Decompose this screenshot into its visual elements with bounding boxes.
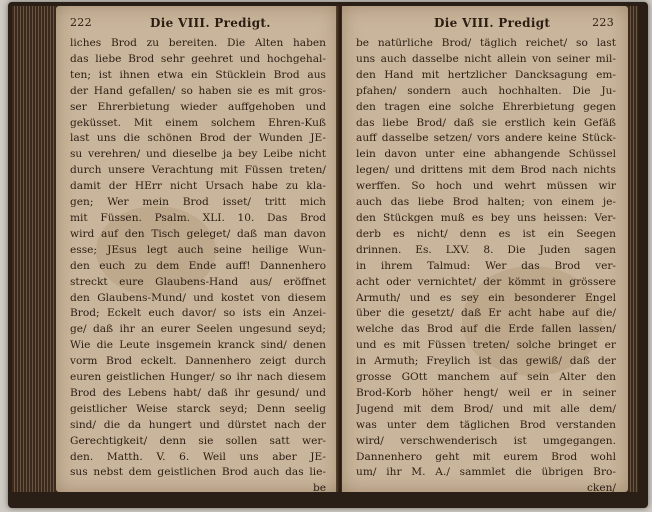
text-line: ten; ist ihnen etwa ein Stücklein Brod aus [70,68,326,81]
text-line: derb es nicht/ denn es ist ein Seegen [356,227,616,240]
page-number: 222 [70,16,92,29]
right-page [342,6,628,492]
text-line: durch unsere Verachtung mit Füssen treten/ [70,164,326,177]
text-line: welche das Brod auf die Erde fallen lassen/ [356,323,616,336]
text-line: sind/ die da hungert und dürstet nach der [70,418,326,431]
text-line: den tragen eine solche Ehrerbietung gegen [356,100,616,113]
text-line: auff dasselbe setzen/ vors andere keine Stück- [356,132,616,145]
text-line: geistlicher Weise starck seyd; Denn seelig [70,402,326,415]
text-line: last uns die schönen Brod der Wunden JE- [70,132,326,145]
text-line: lein davon unter eine abhangende Schüssel [356,148,616,161]
text-line: Brod-Korb höher hengt/ weil er in seiner [356,386,616,399]
right-page-header [356,16,614,34]
text-line: cken/ [586,482,616,492]
text-line: Jugend mit dem Brod/ und mit alle dem/ [356,402,616,415]
text-line: in Armuth; Freylich ist das gewiß/ daß der [356,355,616,368]
text-line: legen/ und drittens mit dem Brod nach nichts [356,164,616,177]
text-line: über die gesetzt/ daß Er acht habe auf die/ [356,307,616,320]
left-page [56,6,338,492]
page-number: 223 [592,16,614,29]
text-line: um/ ihr M. A./ sammlet die übrigen Bro- [356,466,616,479]
text-line: sus nebst dem geistlichen Brod auch das lie- [70,466,326,479]
text-line: den Hand mit hertzlicher Dancksagung em- [356,68,616,81]
page-edges-left [12,6,56,492]
text-line: Armuth/ und es sey ein besonderer Engel [356,291,616,304]
text-line: wird/ verschwenderisch ist umgegangen. [356,434,616,447]
text-line: damit der HErr nicht Ursach habe zu kla- [70,180,326,193]
text-line: das liebe Brod sehr geehret und hochgehal- [70,52,326,65]
text-line: vorm Brod eckelt. Dannenhero zeigt durch [70,355,326,368]
text-line: uns auch dasselbe nicht allein von seiner mil- [356,52,616,65]
running-title: Die VIII. Predigt. [150,16,271,30]
text-line: werffen. So hoch und wehrt müssen wir [356,180,616,193]
text-line: und es mit Füssen treten/ solche bringet er [356,339,616,352]
text-line: den Glaubens-Mund/ und kostet von diesem [70,291,326,304]
text-line: Brod des Lebens habt/ daß ihr gesund/ und [70,386,326,399]
text-line: drinnen. Es. LXV. 8. Die Juden sagen [356,243,616,256]
text-line: ser Ehrerbietung wieder auffgehoben und [70,100,326,113]
text-line: der Hand gefallen/ so haben sie es mit gros- [70,84,326,97]
right-page-text [356,36,616,492]
text-line: was unter dem täglichen Brod verstanden [356,418,616,431]
text-line: den. Matth. V. 6. Weil uns aber JE- [70,450,326,463]
text-line: Wie die Leute insgemein kranck sind/ denen [70,339,326,352]
left-page-header [70,16,324,34]
text-line: geküsset. Mit einem solchem Ehren-Kuß [70,116,326,129]
text-line: grosse GOtt manchem auf sein Alter den [356,371,616,384]
text-line: das liebe Brod/ daß sie erstlich kein Gefäß [356,116,616,129]
page-edges-right [628,6,638,492]
text-line: auch das liebe Brod halten; von einem je- [356,196,616,209]
text-line: in ihrem Talmud: Wer das Brod ver- [356,259,616,272]
text-line: mit Füssen. Psalm. XLI. 10. Das Brod [70,211,326,224]
left-page-text [70,36,326,492]
text-line: euren geistlichen Hunger/ so ihr nach diesem [70,371,326,384]
text-line: pfahen/ sondern auch hochhalten. Die Ju- [356,84,616,97]
text-line: esse; JEsus legt auch seine heilige Wun- [70,243,326,256]
text-line: gen; Wer mein Brod isset/ tritt mich [70,196,326,209]
text-line: den euch zu dem Ende auff! Dannenhero [70,259,326,272]
text-line: su verehren/ und dieselbe ja bey Leibe nicht [70,148,326,161]
text-line: liches Brod zu bereiten. Die Alten haben [70,37,326,49]
text-line: ge/ daß ihr an eurer Seelen ungesund seyd; [70,323,326,336]
running-title: Die VIII. Predigt [434,16,551,30]
text-line: wird auf den Tisch geleget/ daß man davon [70,227,326,240]
text-line: Dannenhero geht mit eurem Brod wohl [356,450,616,463]
text-line: be [312,482,326,492]
text-line: be natürliche Brod/ täglich reichet/ so last [356,37,616,49]
text-line: Gerechtigkeit/ denn sie sollen satt wer- [70,434,326,447]
text-line: den Stückgen muß es bey uns heissen: Ver- [356,211,616,224]
text-line: streckt eure Glaubens-Hand aus/ eröffnet [70,275,326,288]
text-line: Brod; Eckelt euch davor/ so ists ein Anzei- [70,307,326,320]
text-line: acht oder vernichtet/ der kömmt in grössere [356,275,616,288]
